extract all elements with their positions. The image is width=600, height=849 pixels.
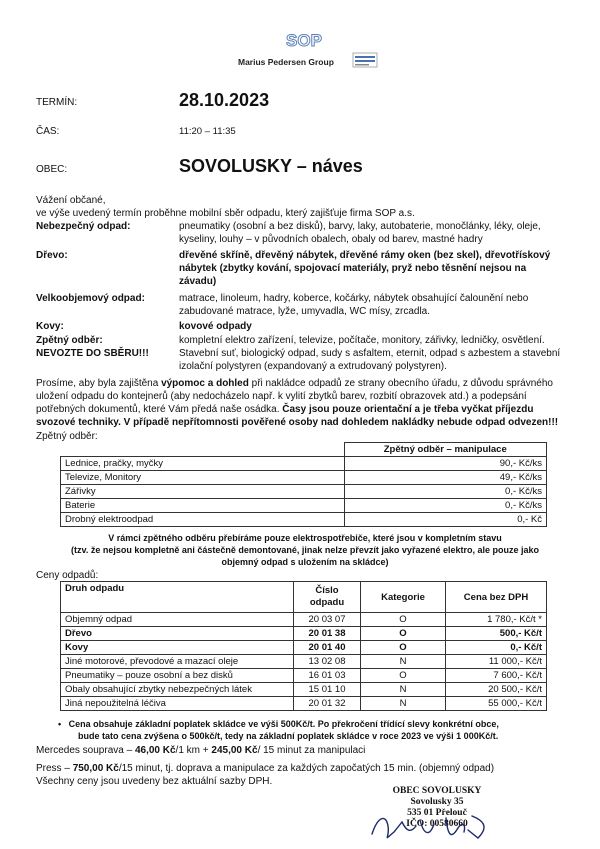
sop-logo-text: SOP	[286, 31, 322, 50]
return-table	[60, 442, 547, 527]
category-desc-bulky: matrace, linoleum, hadry, koberce, kočárky, nábytek obsahující čalounění nebo zabudované matrace, lyže, umyvadla, WC mísy, zrcadla.	[179, 293, 529, 317]
cas-label: ČAS:	[36, 126, 60, 137]
category-desc-metals: kovové odpady	[179, 321, 252, 332]
table-row: Lednice, pračky, myčky 90,- Kč/ks	[61, 457, 547, 471]
table-header-row: Druh odpadu Číslo odpadu Kategorie Cena bez DPH	[61, 582, 547, 613]
table-row: Zářivky 0,- Kč/ks	[61, 485, 547, 499]
category-label-bulky: Velkoobjemový odpad:	[36, 293, 145, 304]
obec-value: SOVOLUSKY – náves	[179, 156, 363, 176]
company-name: Marius Pedersen Group	[238, 57, 334, 67]
table-row: Jiná nepoužitelná léčiva 20 01 32 N 55 000,- Kč/t	[61, 697, 547, 711]
prices-label: Ceny odpadů:	[36, 570, 99, 581]
table-row: Dřevo 20 01 38 O 500,- Kč/t	[61, 627, 547, 641]
return-header: Zpětný odběr – manipulace	[344, 443, 547, 457]
table-row: Kovy 20 01 40 O 0,- Kč/t	[61, 641, 547, 655]
return-label: Zpětný odběr:	[36, 431, 98, 442]
table-row: Obaly obsahující zbytky nebezpečných látek 15 01 10 N 20 500,- Kč/t	[61, 683, 547, 697]
termin-value: 28.10.2023	[179, 90, 270, 110]
cas-value: 11:20 – 11:35	[179, 126, 236, 137]
intro-text: ve výše uvedený termín proběhne mobilní sběr odpadu, který zajišťuje firma SOP a.s.	[36, 208, 415, 219]
company-mark-icon	[352, 52, 378, 68]
municipal-stamp: OBEC SOVOLUSKY Sovolusky 35 535 01 Přelouč IČO: 00580660	[392, 786, 482, 829]
category-desc-return: kompletní elektro zařízení, televize, počítače, monitory, zářivky, ledničky, osvětlení.	[179, 335, 545, 346]
table-row: Baterie 0,- Kč/ks	[61, 499, 547, 513]
bullet-icon: •	[58, 719, 62, 729]
category-label-hazardous: Nebezpečný odpad:	[36, 221, 131, 232]
category-label-forbidden: NEVOZTE DO SBĚRU!!!	[36, 348, 149, 359]
category-desc-wood: dřevěné skříně, dřevěný nábytek, dřevěné rámy oken (bez skel), dřevotřískový nábytek (zbytky kování, spojovací materiály, pryž nebo těsnění nejsou na závadu)	[179, 250, 551, 287]
table-row: Objemný odpad 20 03 07 O 1 780,- Kč/t *	[61, 613, 547, 627]
table-row: Pneumatiky – pouze osobní a bez disků 16 01 03 O 7 600,- Kč/t	[61, 669, 547, 683]
prices-table	[60, 581, 547, 711]
surcharge-note: • Cena obsahuje základní poplatek skládce ve výši 500Kč/t. Po překročení třídící slevy konkrétní obce, bude tato cena zvýšena o 500kč/t, tedy na základní poplatek skládce v roce 2023 ve výši 1 000Kč/t.	[58, 719, 499, 741]
greeting: Vážení občané,	[36, 195, 106, 206]
transport-prices: Mercedes souprava – 46,00 Kč/1 km + 245,00 Kč/ 15 minut za manipulaci Press – 750,00 Kč/15 minut, tj. doprava a manipulace za každých započatých 15 min. (objemný odpad) Všechny ceny jsou uvedeny bez aktuální sazby DPH.	[36, 745, 495, 787]
termin-label: TERMÍN:	[36, 97, 78, 108]
category-desc-hazardous: pneumatiky (osobní a bez disků), barvy, laky, autobaterie, monočlánky, léky, oleje, kyseliny, louhy – v původních obalech, obaly od barev, mastné hadry	[179, 221, 541, 245]
table-row: Televize, Monitory 49,- Kč/ks	[61, 471, 547, 485]
category-desc-forbidden: Stavební suť, biologický odpad, sudy s asfaltem, eternit, odpad s azbestem a stavební izolační polystyren (expandovaný a extrudovaný polystyren).	[179, 348, 561, 372]
request-paragraph: Prosíme, aby byla zajištěna výpomoc a dohled při nakládce odpadů ze strany obecního úřadu, z důvodu správného uložení odpadu do kontejnerů (aby nedocházelo např. k vylití zbytků barev, rozbití obrazovek atd.) a podepsání potřebných dokumentů, které Vám předá naše osádka. Časy jsou pouze orientační a je třeba vyčkat příjezdu svozové techniky. V případě nepřítomnosti pověřené osoby nad dohledem nakládky nebude odpad odvezen!!!	[36, 378, 559, 428]
signature	[368, 808, 498, 844]
category-label-wood: Dřevo:	[36, 250, 68, 261]
table-row: Drobný elektroodpad 0,- Kč	[61, 513, 547, 527]
return-note: V rámci zpětného odběru přebíráme pouze elektrospotřebiče, které jsou v kompletním stavu (tzv. že nejsou kompletně ani částečně demontované, jinak nelze převzít jako vyřazené elektro, ale pouze jako objemný odpad s uložením na skládce)	[71, 533, 539, 567]
category-label-return: Zpětný odběr:	[36, 335, 103, 346]
table-header-row	[61, 443, 547, 457]
obec-label: OBEC:	[36, 164, 68, 175]
table-row: Jiné motorové, převodové a mazací oleje 13 02 08 N 11 000,- Kč/t	[61, 655, 547, 669]
sop-logo	[282, 30, 326, 50]
category-label-metals: Kovy:	[36, 321, 64, 332]
